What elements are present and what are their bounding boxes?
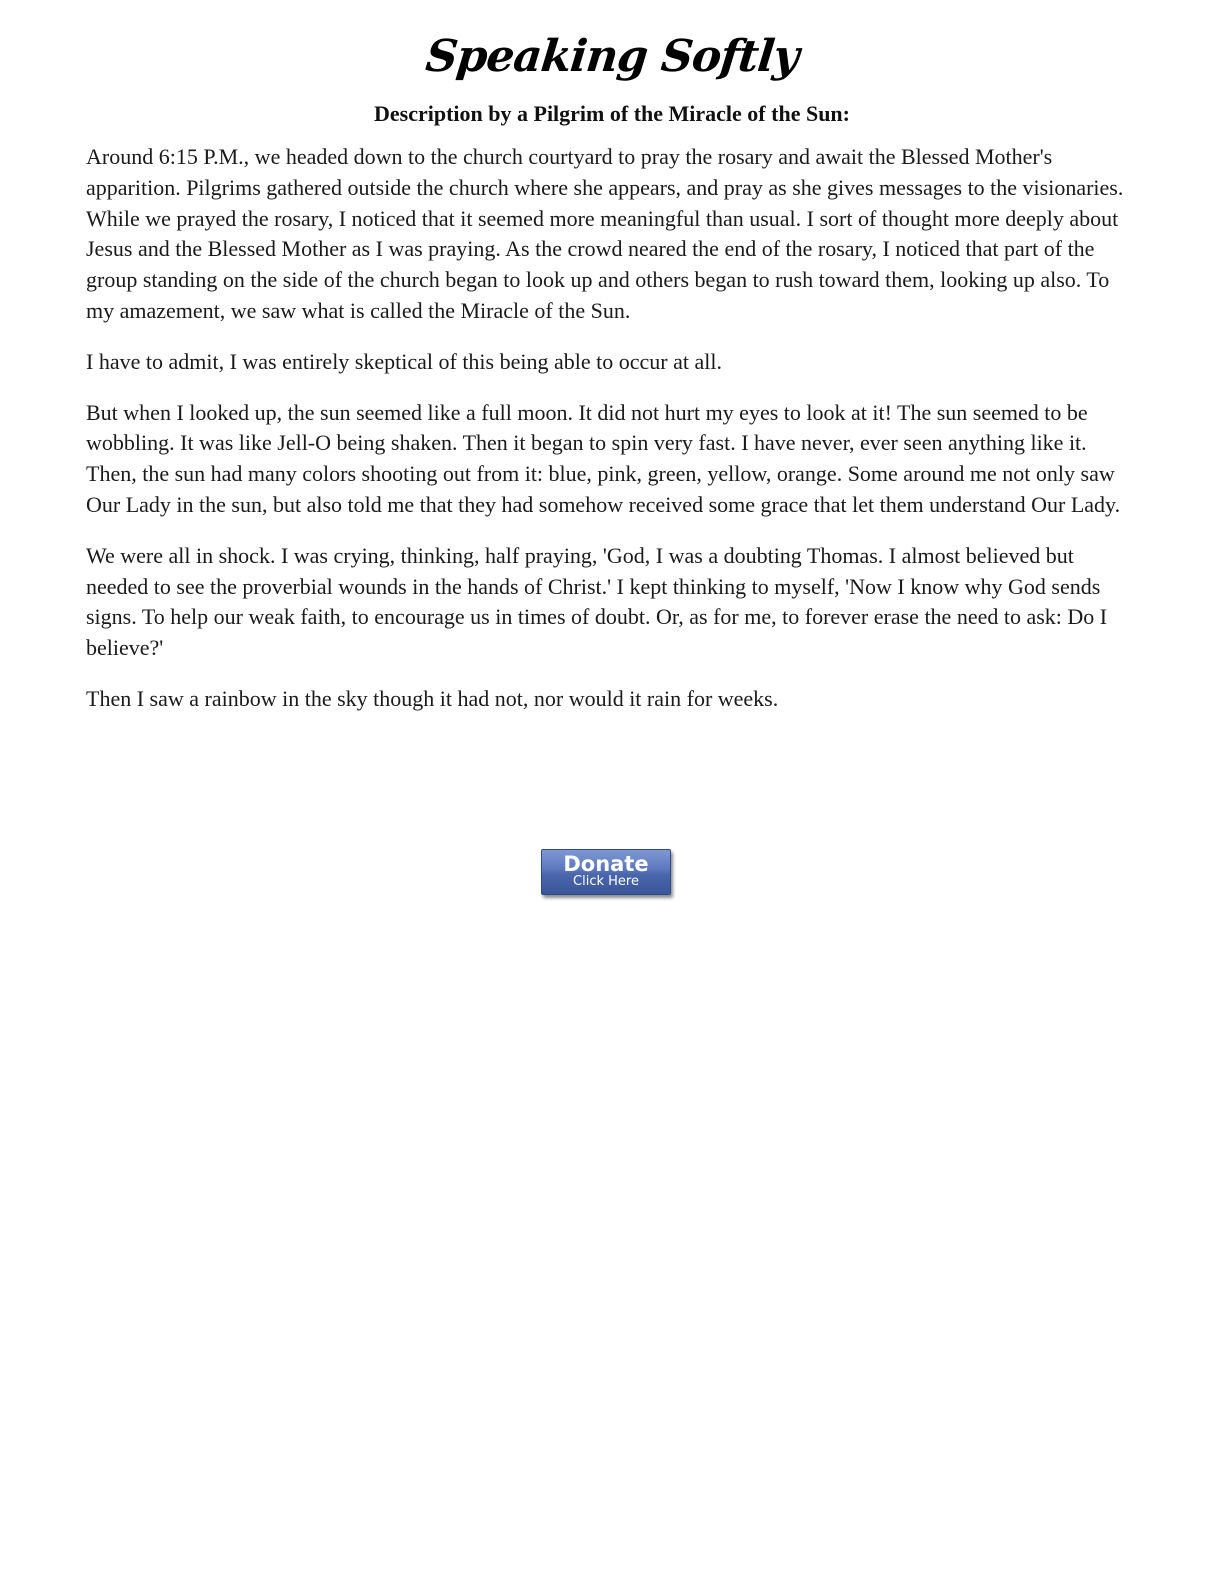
donate-label: Donate [563,852,649,876]
paragraph-1: Around 6:15 P.M., we headed down to the church courtyard to pray the rosary and await the Blessed Mother's apparition. Pilgrims gathered outside the church where she appears, and pray as she gives messages to the visionaries. While we prayed the rosary, I noticed that it seemed more meaningful than usual. I sort of thought more deeply about Jesus and the Blessed Mother as I was praying. As the crowd neared the end of the rosary, I noticed that part of the group standing on the side of the church began to look up and others began to rush toward them, looking up also. To my amazement, we saw what is called the Miracle of the Sun. [86,144,1124,323]
donate-button[interactable] [541,849,671,895]
paragraph-2: I have to admit, I was entirely skeptical of this being able to occur at all. [86,348,722,374]
paragraph-3: But when I looked up, the sun seemed like a full moon. It did not hurt my eyes to look at it! The sun seemed to be wobbling. It was like Jell-O being shaken. Then it began to spin very fast. I have never, ever seen anything like it. Then, the sun had many colors shooting out from it: blue, pink, green, yellow, orange. Some around me not only saw Our Lady in the sun, but also told me that they had somehow received some grace that let them understand Our Lady. [86,399,1121,517]
page-title: Speaking Softly [423,31,801,82]
article-body [86,142,1132,735]
donate-container [541,849,671,895]
donate-sublabel: Click Here [573,874,639,889]
paragraph-5: Then I saw a rainbow in the sky though it had not, nor would it rain for weeks. [86,685,779,711]
article-subtitle: Description by a Pilgrim of the Miracle of the Sun: [374,101,850,126]
paragraph-4: We were all in shock. I was crying, thinking, half praying, 'God, I was a doubting Thomas. I almost believed but needed to see the proverbial wounds in the hands of Christ.' I kept thinking to myself, 'Now I know why God sends signs. To help our weak faith, to encourage us in times of doubt. Or, as for me, to forever erase the need to ask: Do I believe?' [86,542,1108,661]
